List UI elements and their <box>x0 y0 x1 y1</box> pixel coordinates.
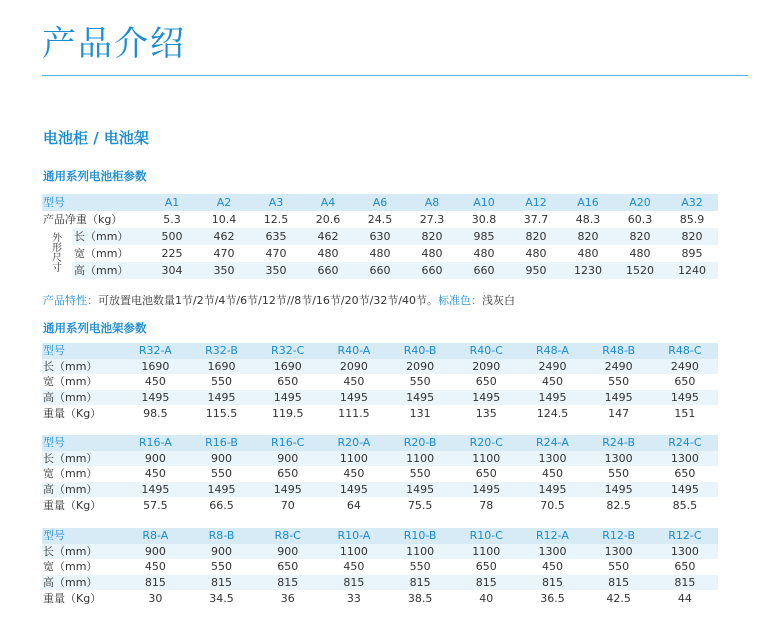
rack-width-cell: 650 <box>475 560 497 574</box>
height-cell: 950 <box>510 262 562 279</box>
weight-cell: 30.8 <box>471 213 497 226</box>
model-cell: A6 <box>354 194 406 211</box>
rack-model-label: 型号 <box>42 528 122 544</box>
rack-length-cell: 1100 <box>453 544 519 560</box>
rack-spec-table-2 <box>42 435 718 513</box>
rack-weight-cell: 135 <box>475 406 497 420</box>
rack-height-label: 高（mm） <box>42 575 122 591</box>
width-cell: 480 <box>421 247 443 260</box>
rack-weight-cell: 66.5 <box>209 498 234 512</box>
rack-weight-cell: 70 <box>280 498 295 512</box>
rack-height-cell: 1495 <box>255 390 321 406</box>
rack-model-row <box>42 528 718 544</box>
width-cell: 480 <box>577 247 599 260</box>
rack-model-cell: R8-A <box>122 528 188 544</box>
rack-height-cell: 815 <box>122 575 188 591</box>
rack-weight-cell: 98.5 <box>143 406 168 420</box>
length-cell: 820 <box>614 228 666 245</box>
cabinet-heading: 通用系列电池柜参数 <box>43 169 147 183</box>
rack-spec-table-1 <box>42 343 718 421</box>
model-cell: A12 <box>510 194 562 211</box>
length-cell: 820 <box>510 228 562 245</box>
title-divider <box>42 75 748 76</box>
height-cell: 660 <box>302 262 354 279</box>
model-cell: A4 <box>302 194 354 211</box>
rack-weight-label: 重量（Kg） <box>43 406 102 420</box>
rack-width-row <box>42 559 718 575</box>
rack-height-row <box>42 482 718 498</box>
rack-width-cell: 450 <box>541 560 563 574</box>
rack-length-cell: 2490 <box>586 359 652 375</box>
rack-height-cell: 815 <box>255 575 321 591</box>
width-cell: 225 <box>161 247 183 260</box>
weight-cell: 37.7 <box>523 213 549 226</box>
width-cell: 480 <box>629 247 651 260</box>
rack-heading: 通用系列电池架参数 <box>43 321 147 335</box>
length-cell: 820 <box>666 228 718 245</box>
rack-weight-cell: 36.5 <box>540 591 565 605</box>
rack-length-cell: 2490 <box>519 359 585 375</box>
rack-width-cell: 650 <box>277 375 299 389</box>
rack-model-cell: R10-C <box>453 528 519 544</box>
rack-weight-cell: 85.5 <box>672 498 698 512</box>
rack-width-cell: 650 <box>674 467 696 481</box>
rack-model-label: 型号 <box>42 343 122 359</box>
weight-cell: 5.3 <box>163 213 181 226</box>
rack-weight-cell: 147 <box>608 406 630 420</box>
rack-weight-row <box>42 497 718 513</box>
rack-length-cell: 2090 <box>387 359 453 375</box>
rack-model-label: 型号 <box>42 435 122 451</box>
rack-weight-cell: 70.5 <box>540 498 565 512</box>
rack-height-cell: 1495 <box>586 482 652 498</box>
width-cell: 480 <box>369 247 391 260</box>
rack-weight-cell: 78 <box>479 498 494 512</box>
rack-width-row <box>42 374 718 390</box>
rack-width-cell: 550 <box>211 375 233 389</box>
rack-width-cell: 450 <box>144 467 166 481</box>
model-cell: A1 <box>146 194 198 211</box>
height-cell: 660 <box>354 262 406 279</box>
rack-weight-cell: 75.5 <box>407 498 433 512</box>
rack-height-label: 高（mm） <box>42 482 122 498</box>
model-cell: A16 <box>562 194 614 211</box>
dimension-group-label <box>42 228 72 279</box>
rack-weight-cell: 119.5 <box>271 406 304 420</box>
weight-cell: 85.9 <box>679 213 705 226</box>
rack-weight-row <box>42 590 718 606</box>
rack-width-cell: 450 <box>343 375 365 389</box>
feature-key: 产品特性： <box>43 294 98 307</box>
weight-cell: 10.4 <box>211 213 237 226</box>
weight-cell: 20.6 <box>315 213 341 226</box>
rack-model-cell: R12-C <box>652 528 718 544</box>
page-title: 产品介绍 <box>42 24 186 64</box>
rack-length-cell: 900 <box>188 544 254 560</box>
rack-model-cell: R24-C <box>652 435 718 451</box>
rack-height-cell: 815 <box>586 575 652 591</box>
rack-model-cell: R40-C <box>453 343 519 359</box>
rack-weight-cell: 30 <box>148 591 163 605</box>
rack-height-cell: 815 <box>188 575 254 591</box>
height-cell: 350 <box>250 262 302 279</box>
length-cell: 635 <box>250 228 302 245</box>
rack-model-cell: R32-A <box>122 343 188 359</box>
rack-length-cell: 900 <box>122 544 188 560</box>
rack-model-cell: R16-A <box>122 435 188 451</box>
rack-weight-row <box>42 405 718 421</box>
weight-cell: 12.5 <box>263 213 289 226</box>
length-cell: 820 <box>406 228 458 245</box>
length-cell: 820 <box>562 228 614 245</box>
rack-length-label: 长（mm） <box>42 359 122 375</box>
rack-model-cell: R24-B <box>586 435 652 451</box>
rack-height-cell: 815 <box>652 575 718 591</box>
length-cell: 462 <box>198 228 250 245</box>
rack-height-cell: 1495 <box>387 482 453 498</box>
rack-height-cell: 1495 <box>519 482 585 498</box>
rack-length-cell: 1100 <box>387 451 453 467</box>
rack-model-cell: R48-B <box>586 343 652 359</box>
rack-width-cell: 650 <box>475 467 497 481</box>
weight-label: 产品净重（kg） <box>43 213 123 226</box>
rack-width-cell: 550 <box>608 560 630 574</box>
rack-length-cell: 1300 <box>652 451 718 467</box>
weight-cell: 27.3 <box>419 213 445 226</box>
rack-height-cell: 1495 <box>188 390 254 406</box>
rack-weight-label: 重量（Kg） <box>43 591 102 605</box>
rack-height-row <box>42 390 718 406</box>
rack-model-cell: R48-A <box>519 343 585 359</box>
rack-width-cell: 450 <box>541 467 563 481</box>
height-cell: 304 <box>146 262 198 279</box>
rack-weight-cell: 57.5 <box>143 498 168 512</box>
rack-width-row <box>42 466 718 482</box>
width-cell: 480 <box>473 247 495 260</box>
rack-length-label: 长（mm） <box>42 544 122 560</box>
rack-length-cell: 2090 <box>321 359 387 375</box>
rack-length-cell: 1690 <box>255 359 321 375</box>
width-cell: 470 <box>213 247 235 260</box>
rack-model-cell: R10-A <box>321 528 387 544</box>
rack-weight-cell: 34.5 <box>209 591 234 605</box>
length-cell: 630 <box>354 228 406 245</box>
rack-length-cell: 900 <box>255 451 321 467</box>
rack-length-cell: 2490 <box>652 359 718 375</box>
rack-height-cell: 1495 <box>453 390 519 406</box>
rack-weight-cell: 38.5 <box>407 591 433 605</box>
rack-height-cell: 1495 <box>586 390 652 406</box>
rack-height-cell: 1495 <box>321 390 387 406</box>
rack-length-cell: 1300 <box>652 544 718 560</box>
width-cell: 470 <box>265 247 287 260</box>
height-label: 高（mm） <box>72 262 146 279</box>
height-cell: 660 <box>458 262 510 279</box>
rack-width-cell: 550 <box>409 560 431 574</box>
rack-width-cell: 450 <box>343 560 365 574</box>
rack-width-cell: 550 <box>409 467 431 481</box>
model-label: 型号 <box>42 194 146 211</box>
rack-height-cell: 1495 <box>321 482 387 498</box>
rack-height-cell: 1495 <box>652 482 718 498</box>
height-cell: 350 <box>198 262 250 279</box>
rack-model-cell: R12-A <box>519 528 585 544</box>
width-cell: 480 <box>317 247 339 260</box>
rack-width-cell: 650 <box>277 560 299 574</box>
weight-cell: 48.3 <box>575 213 601 226</box>
rack-height-cell: 1495 <box>122 390 188 406</box>
model-cell: A10 <box>458 194 510 211</box>
rack-width-cell: 450 <box>144 560 166 574</box>
rack-width-cell: 550 <box>409 375 431 389</box>
rack-model-row <box>42 435 718 451</box>
rack-spec-table-3 <box>42 528 718 606</box>
rack-length-cell: 1690 <box>122 359 188 375</box>
rack-model-cell: R10-B <box>387 528 453 544</box>
rack-weight-cell: 131 <box>409 406 431 420</box>
rack-width-label: 宽（mm） <box>43 375 98 389</box>
length-label: 长（mm） <box>72 228 146 245</box>
rack-height-cell: 1495 <box>453 482 519 498</box>
rack-width-cell: 650 <box>674 375 696 389</box>
cabinet-weight-row <box>42 211 718 228</box>
cabinet-height-row <box>42 262 718 279</box>
rack-length-cell: 1300 <box>519 544 585 560</box>
height-cell: 660 <box>406 262 458 279</box>
rack-length-cell: 900 <box>188 451 254 467</box>
weight-cell: 60.3 <box>627 213 653 226</box>
color-value: 浅灰白 <box>482 294 516 307</box>
rack-length-cell: 900 <box>255 544 321 560</box>
cabinet-spec-table <box>42 194 718 279</box>
section-title: 电池柜 / 电池架 <box>43 129 149 147</box>
dim-char: 寸 <box>52 262 62 274</box>
rack-width-cell: 650 <box>674 560 696 574</box>
rack-length-cell: 2090 <box>453 359 519 375</box>
rack-length-row <box>42 544 718 560</box>
rack-length-cell: 1300 <box>586 544 652 560</box>
rack-length-label: 长（mm） <box>42 451 122 467</box>
dim-char: 尺 <box>52 252 62 264</box>
rack-weight-cell: 124.5 <box>536 406 569 420</box>
length-cell: 462 <box>302 228 354 245</box>
rack-height-cell: 1495 <box>122 482 188 498</box>
rack-length-cell: 1300 <box>586 451 652 467</box>
rack-length-cell: 900 <box>122 451 188 467</box>
rack-model-cell: R12-B <box>586 528 652 544</box>
rack-weight-label: 重量（Kg） <box>43 498 102 512</box>
rack-length-cell: 1100 <box>453 451 519 467</box>
rack-weight-cell: 44 <box>677 591 692 605</box>
height-cell: 1230 <box>562 262 614 279</box>
rack-length-cell: 1690 <box>188 359 254 375</box>
rack-height-cell: 1495 <box>387 390 453 406</box>
model-cell: A8 <box>406 194 458 211</box>
width-cell: 480 <box>525 247 547 260</box>
rack-model-cell: R16-B <box>188 435 254 451</box>
model-cell: A32 <box>666 194 718 211</box>
rack-weight-cell: 115.5 <box>205 406 238 420</box>
rack-model-cell: R8-B <box>188 528 254 544</box>
rack-height-label: 高（mm） <box>42 390 122 406</box>
feature-value: 可放置电池数量1节/2节/4节/6节/12节//8节/16节/20节/32节/40节。 <box>98 294 439 307</box>
rack-model-cell: R8-C <box>255 528 321 544</box>
rack-weight-cell: 36 <box>280 591 295 605</box>
model-cell: A3 <box>250 194 302 211</box>
rack-height-cell: 1495 <box>188 482 254 498</box>
rack-width-cell: 450 <box>541 375 563 389</box>
rack-height-cell: 815 <box>387 575 453 591</box>
rack-width-cell: 650 <box>475 375 497 389</box>
rack-width-label: 宽（mm） <box>43 560 98 574</box>
rack-width-label: 宽（mm） <box>43 467 98 481</box>
color-key: 标准色： <box>438 294 483 307</box>
rack-weight-cell: 64 <box>346 498 361 512</box>
rack-weight-cell: 33 <box>346 591 361 605</box>
rack-model-cell: R48-C <box>652 343 718 359</box>
dim-char: 外 <box>52 232 62 244</box>
rack-height-cell: 1495 <box>652 390 718 406</box>
rack-model-cell: R32-B <box>188 343 254 359</box>
rack-width-cell: 550 <box>211 467 233 481</box>
feature-line <box>43 292 515 308</box>
rack-weight-cell: 40 <box>479 591 494 605</box>
rack-weight-cell: 151 <box>674 406 696 420</box>
rack-height-cell: 815 <box>519 575 585 591</box>
rack-width-cell: 450 <box>343 467 365 481</box>
rack-width-cell: 450 <box>144 375 166 389</box>
length-cell: 985 <box>458 228 510 245</box>
length-cell: 500 <box>146 228 198 245</box>
rack-model-cell: R20-B <box>387 435 453 451</box>
rack-weight-cell: 111.5 <box>338 406 370 420</box>
rack-weight-cell: 42.5 <box>606 591 631 605</box>
rack-model-cell: R16-C <box>255 435 321 451</box>
model-cell: A2 <box>198 194 250 211</box>
rack-weight-cell: 82.5 <box>606 498 631 512</box>
rack-height-cell: 815 <box>321 575 387 591</box>
rack-length-row <box>42 359 718 375</box>
rack-length-cell: 1100 <box>321 544 387 560</box>
rack-width-cell: 550 <box>608 375 630 389</box>
rack-model-cell: R32-C <box>255 343 321 359</box>
height-cell: 1520 <box>614 262 666 279</box>
rack-length-cell: 1100 <box>387 544 453 560</box>
model-cell: A20 <box>614 194 666 211</box>
cabinet-model-row <box>42 194 718 211</box>
rack-model-cell: R40-A <box>321 343 387 359</box>
rack-width-cell: 650 <box>277 467 299 481</box>
cabinet-width-row <box>42 245 718 262</box>
rack-height-cell: 1495 <box>255 482 321 498</box>
rack-length-row <box>42 451 718 467</box>
rack-width-cell: 550 <box>608 467 630 481</box>
rack-height-cell: 1495 <box>519 390 585 406</box>
height-cell: 1240 <box>666 262 718 279</box>
width-label: 宽（mm） <box>74 247 129 260</box>
rack-length-cell: 1100 <box>321 451 387 467</box>
cabinet-length-row <box>42 228 718 245</box>
rack-model-cell: R20-C <box>453 435 519 451</box>
rack-model-cell: R20-A <box>321 435 387 451</box>
rack-height-cell: 815 <box>453 575 519 591</box>
dim-char: 形 <box>52 242 62 254</box>
width-cell: 895 <box>681 247 703 260</box>
rack-model-cell: R40-B <box>387 343 453 359</box>
rack-model-cell: R24-A <box>519 435 585 451</box>
rack-model-row <box>42 343 718 359</box>
rack-width-cell: 550 <box>211 560 233 574</box>
rack-length-cell: 1300 <box>519 451 585 467</box>
weight-cell: 24.5 <box>367 213 393 226</box>
rack-height-row <box>42 575 718 591</box>
